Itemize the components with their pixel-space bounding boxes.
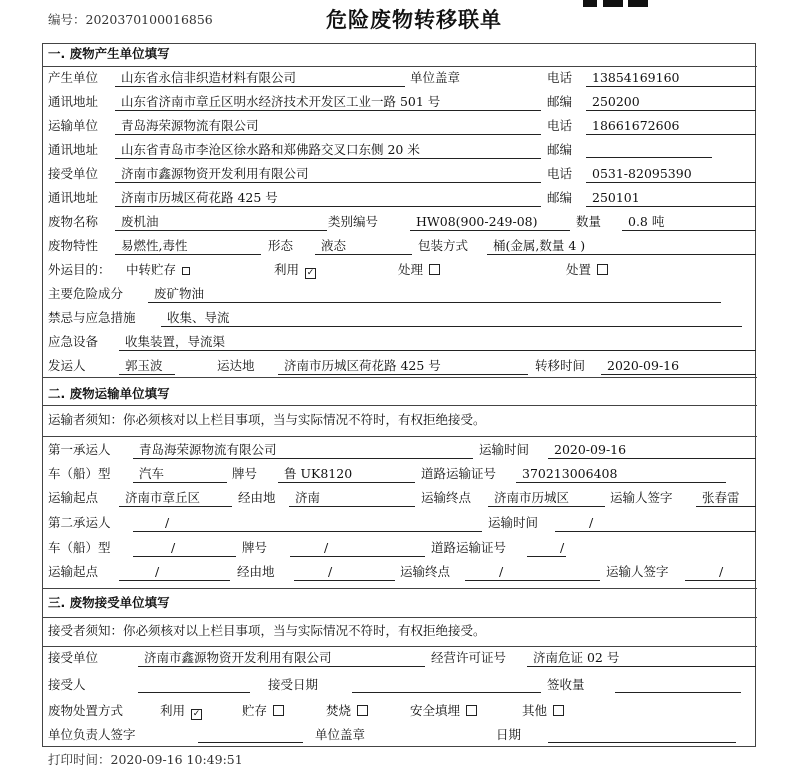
checkbox-checked-icon[interactable]: ✓ [306,268,315,278]
checkbox-unchecked-icon[interactable] [597,264,608,275]
option-label: 其他 [522,703,548,718]
via1-field: 济南 [289,490,415,507]
checkbox-unchecked-icon[interactable] [553,705,564,716]
license-label: 经营许可证号 [431,650,507,665]
print-time-label: 打印时间： [48,752,111,767]
qr-code-fragment [603,0,623,7]
qr-code-fragment [583,0,597,7]
receive-date-label: 接受日期 [268,677,319,692]
option-label: 处置 [566,262,592,277]
disposal-option-landfill[interactable] [410,703,477,719]
checkbox-checked-icon[interactable]: ✓ [192,709,201,719]
permit1-field: 370213006408 [516,466,726,483]
transporter-label: 运输单位 [48,118,99,133]
producer-field: 山东省永信非织造材料有限公司 [115,70,405,87]
hazard-label: 主要危险成分 [48,286,124,301]
plate1-field: 鲁 UK8120 [278,466,415,483]
start-label: 运输起点 [48,490,99,505]
disposal-option-storage[interactable] [242,703,284,719]
purpose-option-treat[interactable] [398,262,440,278]
option-label: 利用 [274,262,300,277]
carrier2-field: / [133,515,482,532]
transporter-address-field: 山东省青岛市李沧区徐水路和郑佛路交叉口东侧 20 米 [115,142,541,159]
print-time [48,752,243,768]
sign-label: 运输人签字 [610,490,673,505]
waste-name-field: 废机油 [115,214,327,231]
producer-label: 产生单位 [48,70,99,85]
amount-label: 签收量 [547,677,585,692]
print-time-value: 2020-09-16 10:49:51 [110,752,243,767]
quantity-field: 0.8 吨 [622,214,756,231]
section2-title: 二. 废物运输单位填写 [48,386,170,401]
receive-notice: 接受者须知：你必须核对以上栏目事项，当与实际情况不符时，有权拒绝接受。 [48,623,486,638]
time-label: 运输时间 [488,515,539,530]
amount-field[interactable] [615,677,741,693]
head-sign-label: 单位负责人签字 [48,727,136,742]
time2-field: / [555,515,756,532]
via-label: 经由地 [238,490,276,505]
destination-label: 运达地 [217,358,255,373]
receiver-label: 接受单位 [48,650,99,665]
plate-label: 牌号 [232,466,258,481]
sign1-field: 张春雷 [696,490,756,507]
divider [42,377,757,378]
page-title: 危险废物转移联单 [326,8,502,32]
serial-value: 2020370100016856 [85,12,213,27]
sign2-field: / [685,564,756,581]
emergency-field: 收集、导流 [161,310,742,327]
divider [42,588,757,589]
transfer-time-label: 转移时间 [535,358,586,373]
receiver-label: 接受单位 [48,166,99,181]
receive-date-field[interactable] [352,677,541,693]
seal-label: 单位盖章 [315,727,366,742]
section1-title: 一. 废物产生单位填写 [48,46,170,61]
purpose-option-dispose[interactable] [566,262,608,278]
shipper-label: 发运人 [48,358,86,373]
start2-field: / [119,564,230,581]
qr-code-fragment [628,0,648,7]
postcode-label: 邮编 [547,94,573,109]
plate2-field: / [290,540,425,557]
start1-field: 济南市章丘区 [119,490,232,507]
producer-phone-field: 13854169160 [586,70,756,87]
packaging-field: 桶(金属,数量 4 ) [487,238,756,255]
section3-title: 三. 废物接受单位填写 [48,595,170,610]
postcode-label: 邮编 [547,142,573,157]
end1-field: 济南市历城区 [488,490,605,507]
quantity-label: 数量 [576,214,602,229]
end-label: 运输终点 [421,490,472,505]
phone-label: 电话 [547,70,573,85]
vehicle1-field: 汽车 [133,466,227,483]
time-label: 运输时间 [479,442,530,457]
checkbox-unchecked-icon[interactable] [429,264,440,275]
person-field[interactable] [138,677,250,693]
divider [42,617,757,618]
receiver-field: 济南市鑫源物资开发利用有限公司 [115,166,541,183]
hazard-field: 废矿物油 [148,286,721,303]
transporter-phone-field: 18661672606 [586,118,756,135]
destination-field: 济南市历城区荷花路 425 号 [278,358,528,375]
disposal-option-other[interactable] [522,703,564,719]
plate-label: 牌号 [242,540,268,555]
checkbox-unchecked-icon[interactable] [466,705,477,716]
divider [42,66,757,67]
start-label: 运输起点 [48,564,99,579]
vehicle-label: 车（船）型 [48,466,111,481]
postcode-label: 邮编 [547,190,573,205]
phone-label: 电话 [547,166,573,181]
serial-label: 编号： [48,12,86,27]
seal-label: 单位盖章 [410,70,461,85]
purpose-label: 外运目的： [48,262,111,277]
person-label: 接受人 [48,677,86,692]
address-label: 通讯地址 [48,142,99,157]
option-label: 焚烧 [326,703,352,718]
property-field: 易燃性,毒性 [115,238,261,255]
option-label: 贮存 [242,703,268,718]
address-label: 通讯地址 [48,190,99,205]
phone-label: 电话 [547,118,573,133]
divider [42,646,757,647]
category-field: HW08(900-249-08) [410,214,570,231]
disposal-option-utilize[interactable] [160,703,202,720]
form-field: 液态 [315,238,412,255]
via-label: 经由地 [237,564,275,579]
producer-address-field: 山东省济南市章丘区明水经济技术开发区工业一路 501 号 [115,94,541,111]
carrier2-label: 第二承运人 [48,515,111,530]
divider [42,405,757,406]
equipment-label: 应急设备 [48,334,99,349]
carrier1-label: 第一承运人 [48,442,111,457]
option-label: 中转贮存 [126,262,177,277]
sign-label: 运输人签字 [606,564,669,579]
purpose-option-utilize[interactable] [274,262,316,279]
waste-name-label: 废物名称 [48,214,99,229]
via2-field: / [294,564,395,581]
transfer-time-field: 2020-09-16 [601,358,756,375]
receiver-address-field: 济南市历城区荷花路 425 号 [115,190,541,207]
time1-field: 2020-09-16 [548,442,756,459]
receiver-postcode-field: 250101 [586,190,756,207]
head-sign-field[interactable] [198,727,303,743]
shipper-field: 郭玉波 [119,358,175,375]
property-label: 废物特性 [48,238,99,253]
checkbox-unchecked-icon[interactable] [357,705,368,716]
option-label: 利用 [160,703,186,718]
option-label: 安全填埋 [410,703,461,718]
category-label: 类别编号 [328,214,379,229]
producer-postcode-field: 250200 [586,94,756,111]
packaging-label: 包装方式 [418,238,469,253]
date-label: 日期 [496,727,522,742]
carrier1-field: 青岛海荣源物流有限公司 [133,442,473,459]
disposal-label: 废物处置方式 [48,703,124,718]
end2-field: / [465,564,600,581]
emergency-label: 禁忌与应急措施 [48,310,136,325]
transporter-field: 青岛海荣源物流有限公司 [115,118,541,135]
vehicle-label: 车（船）型 [48,540,111,555]
permit-label: 道路运输证号 [421,466,497,481]
serial-number [48,12,213,28]
license-field: 济南危证 02 号 [527,650,756,667]
checkbox-unchecked-icon[interactable] [182,267,190,275]
transport-notice: 运输者须知：你必须核对以上栏目事项，当与实际情况不符时，有权拒绝接受。 [48,412,486,427]
receiver-field: 济南市鑫源物资开发利用有限公司 [138,650,425,667]
address-label: 通讯地址 [48,94,99,109]
permit2-field: / [527,540,566,557]
divider [42,436,757,437]
purpose-option-transfer-storage[interactable] [126,262,190,278]
date-field[interactable] [548,727,736,743]
form-label: 形态 [268,238,294,253]
receiver-phone-field: 0531-82095390 [586,166,756,183]
transporter-postcode-field [586,142,712,158]
vehicle2-field: / [133,540,236,557]
end-label: 运输终点 [400,564,451,579]
option-label: 处理 [398,262,424,277]
equipment-field: 收集装置，导流渠 [119,334,756,351]
permit-label: 道路运输证号 [431,540,507,555]
disposal-option-incinerate[interactable] [326,703,368,719]
checkbox-unchecked-icon[interactable] [273,705,284,716]
